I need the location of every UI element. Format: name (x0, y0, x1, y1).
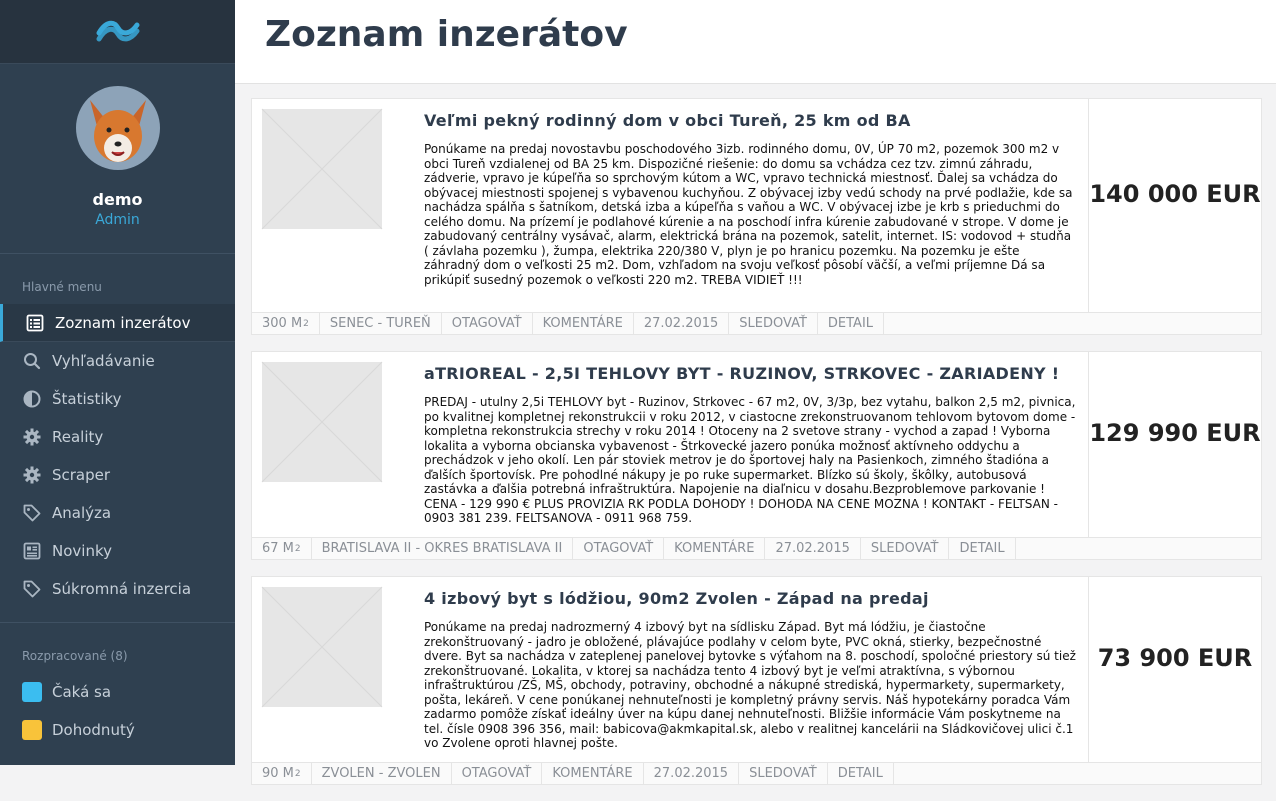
menu-item-statistics[interactable] (0, 380, 235, 418)
menu-item-analysis[interactable] (0, 494, 235, 532)
search-icon (22, 351, 42, 371)
listing-thumbnail[interactable] (262, 587, 382, 707)
listing-list (251, 98, 1262, 801)
listing-title[interactable]: Veľmi pekný rodinný dom v obci Tureň, 25 km od BA (424, 111, 911, 130)
tag-button[interactable]: OTAGOVAŤ (573, 538, 664, 559)
page-header (235, 0, 1276, 84)
sidebar (0, 0, 235, 765)
status-swatch (22, 720, 42, 740)
listing-thumbnail[interactable] (262, 362, 382, 482)
news-icon (22, 541, 42, 561)
listing-area: 67 M 2 (252, 538, 312, 559)
listing-price: 129 990 EUR (1089, 418, 1261, 447)
listing-price: 73 900 EUR (1097, 643, 1253, 672)
detail-button[interactable]: DETAIL (828, 763, 894, 784)
status-item-agreed[interactable] (0, 711, 235, 749)
page-title: Zoznam inzerátov (265, 14, 628, 55)
tag-button[interactable]: OTAGOVAŤ (452, 763, 543, 784)
status-label: Dohodnutý (52, 721, 135, 739)
gear-icon (22, 465, 42, 485)
gear-icon (22, 427, 42, 447)
listing-location: SENEC - TUREŇ (320, 313, 442, 334)
menu-item-label: Reality (52, 428, 104, 446)
menu-item-label: Štatistiky (52, 390, 122, 408)
listing-card (251, 351, 1262, 560)
pie-chart-icon (22, 389, 42, 409)
listing-area: 90 M 2 (252, 763, 312, 784)
profile-name[interactable]: demo (92, 190, 143, 209)
status-item-waiting[interactable] (0, 673, 235, 711)
status-label: Čaká sa (52, 683, 112, 701)
listing-footer (252, 762, 1261, 784)
follow-button[interactable]: SLEDOVAŤ (729, 313, 818, 334)
menu-item-news[interactable] (0, 532, 235, 570)
menu-item-reality[interactable] (0, 418, 235, 456)
logo-bar (0, 0, 235, 64)
follow-button[interactable]: SLEDOVAŤ (739, 763, 828, 784)
listing-price: 140 000 EUR (1089, 179, 1261, 208)
avatar[interactable] (76, 86, 160, 170)
menu-item-label: Vyhľadávanie (52, 352, 155, 370)
listing-date: 27.02.2015 (634, 313, 729, 334)
listing-date: 27.02.2015 (765, 538, 860, 559)
status-heading: Rozpracované (8) (22, 649, 128, 663)
menu-item-listings[interactable] (0, 304, 235, 342)
logo-icon[interactable] (96, 19, 140, 45)
price-column (1088, 99, 1261, 312)
menu-item-private-ads[interactable] (0, 570, 235, 608)
menu-item-scraper[interactable] (0, 456, 235, 494)
follow-button[interactable]: SLEDOVAŤ (861, 538, 950, 559)
menu-heading: Hlavné menu (22, 280, 102, 294)
tag-icon (22, 579, 42, 599)
status-swatch (22, 682, 42, 702)
listing-footer (252, 312, 1261, 334)
listing-title[interactable]: 4 izbový byt s lódžiou, 90m2 Zvolen - Západ na predaj (424, 589, 929, 608)
listing-description: Ponúkame na predaj nadrozmerný 4 izbový byt na sídlisku Západ. Byt má lódžiu, je čiastočne zrekonštruovaný - jadro je obložené, plávajúce podlahy v celom byte, PVC okná, stierky, bezpečnostné dvere. Byt sa nachádza v zateplenej panelovej bytovke s výťahom na 8. poschodí, spoločné priestory sú tiež zrekonštruované. Lokalita, v ktorej sa nachádza tento 4 izbový byt je veľmi atraktívna, s výbornou infraštruktúrou /ZŠ, MŠ, obchody, potraviny, obchodné a nákupné strediská, hypermarkety, supermarkety, pošta, lekáreň. V cene ponúkanej nehnuteľnosti je kompletný právny servis. Náš hypotekárny poradca Vám zadarmo pomôže získať ideálny úver na kúpu danej nehnuteľnosti. Bližšie informácie Vám poskytneme na tel. čísle 0908 396 356, mail: babicova@akmkapital.sk, alebo v realitnej kancelárii na Sládkovičovej ulici č.1 vo Zvolene oproti hlavnej pošte. (424, 620, 1076, 750)
profile (0, 64, 235, 254)
listing-description: Ponúkame na predaj novostavbu poschodového 3izb. rodinného domu, 0V, ÚP 70 m2, pozemok 300 m2 v obci Tureň vzdialenej od BA 25 km. Dispozičné riešenie: do domu sa vchádza cez tzv. zimnú záhradu, zádverie, vpravo je kúpeľňa so sprchovým kútom a WC, vpravo technická miestnosť. Ďalej sa vchádza do obývacej miestnosti spojenej s vybavenou kuchyňou. Z obývacej izby vedú schody na prvé podlažie, kde sa nachádza spálňa s šatníkom, detská izba a kúpeľňa s vaňou a WC. V obývacej izbe je krb s prieduchmi do celého domu. Na prízemí je podlahové kúrenie a na poschodí infra kúrenie zabudované v strope. V dome je zabudovaný centrálny vysávač, alarm, elektrická brána na pozemok, satelit, internet. IS: vodovod + studňa ( závlaha pozemku ), žumpa, elektrika 220/380 V, plyn je po hranicu pozemku. Na pozemku je ešte záhradný dom o veľkosti 25 m2. Dom, vzhľadom na svoju veľkosť pôsobí väčší, a veľmi príjemne Dá sa prikúpiť susedný pozemok o veľkosti 220 m2. TREBA VIDIEŤ !!! (424, 142, 1073, 287)
listing-location: BRATISLAVA II - OKRES BRATISLAVA II (312, 538, 574, 559)
listing-card (251, 576, 1262, 785)
menu-item-search[interactable] (0, 342, 235, 380)
comments-button[interactable]: KOMENTÁRE (542, 763, 643, 784)
price-column (1088, 352, 1261, 537)
menu-item-label: Zoznam inzerátov (55, 313, 191, 332)
listing-footer (252, 537, 1261, 559)
menu-item-label: Novinky (52, 542, 112, 560)
detail-button[interactable]: DETAIL (949, 538, 1015, 559)
profile-role: Admin (95, 212, 140, 228)
list-icon (25, 313, 45, 333)
listing-title[interactable]: aTRIOREAL - 2,5I TEHLOVY BYT - RUZINOV, STRKOVEC - ZARIADENY ! (424, 364, 1060, 383)
menu-item-label: Scraper (52, 466, 111, 484)
tag-button[interactable]: OTAGOVAŤ (442, 313, 533, 334)
tag-icon (22, 503, 42, 523)
comments-button[interactable]: KOMENTÁRE (533, 313, 634, 334)
menu-item-label: Súkromná inzercia (52, 580, 192, 598)
listing-date: 27.02.2015 (644, 763, 739, 784)
detail-button[interactable]: DETAIL (818, 313, 884, 334)
menu-item-label: Analýza (52, 504, 112, 522)
listing-thumbnail[interactable] (262, 109, 382, 229)
listing-area: 300 M 2 (252, 313, 320, 334)
listing-card (251, 98, 1262, 335)
listing-location: ZVOLEN - ZVOLEN (312, 763, 452, 784)
price-column (1088, 577, 1261, 762)
listing-description: PREDAJ - utulny 2,5i TEHLOVY byt - Ruzinov, Strkovec - 67 m2, 0V, 3/3p, bez vytahu, balkon 2,5 m2, pivnica, po kvalitnej kompletnej rekonstrukcii v roku 2012, v ciastocne zrekonstruovanom tehlovom bytovom dome - kompletna rekonstrukcia strechy v roku 2014 ! Otoceny na 2 svetove strany - vychod a zapad ! Vyborna lokalita a vyborna obcianska vybavenost - Štrkovecké jazero ponúka možnosť aktívneho oddychu a prechádzok v jeho okolí. Len pár stoviek metrov je do športovej haly na Pasienkoch, zimného štadióna a ďalších športovísk. Pre pohodlné nákupy je po ruke supermarket. Blízko sú školy, škôlky, autobusová zastávka a ďalšia potrebná infraštruktúra. Napojenie na diaľnicu v dosahu.Bezproblemove parkovanie ! CENA - 129 990 € PLUS PROVIZIA RK PODLA DOHODY ! DOHODA NA CENE MOZNA ! KONTAKT - FELTSAN - 0903 381 239. FELTSANOVA - 0911 968 759. (424, 395, 1076, 525)
comments-button[interactable]: KOMENTÁRE (664, 538, 765, 559)
